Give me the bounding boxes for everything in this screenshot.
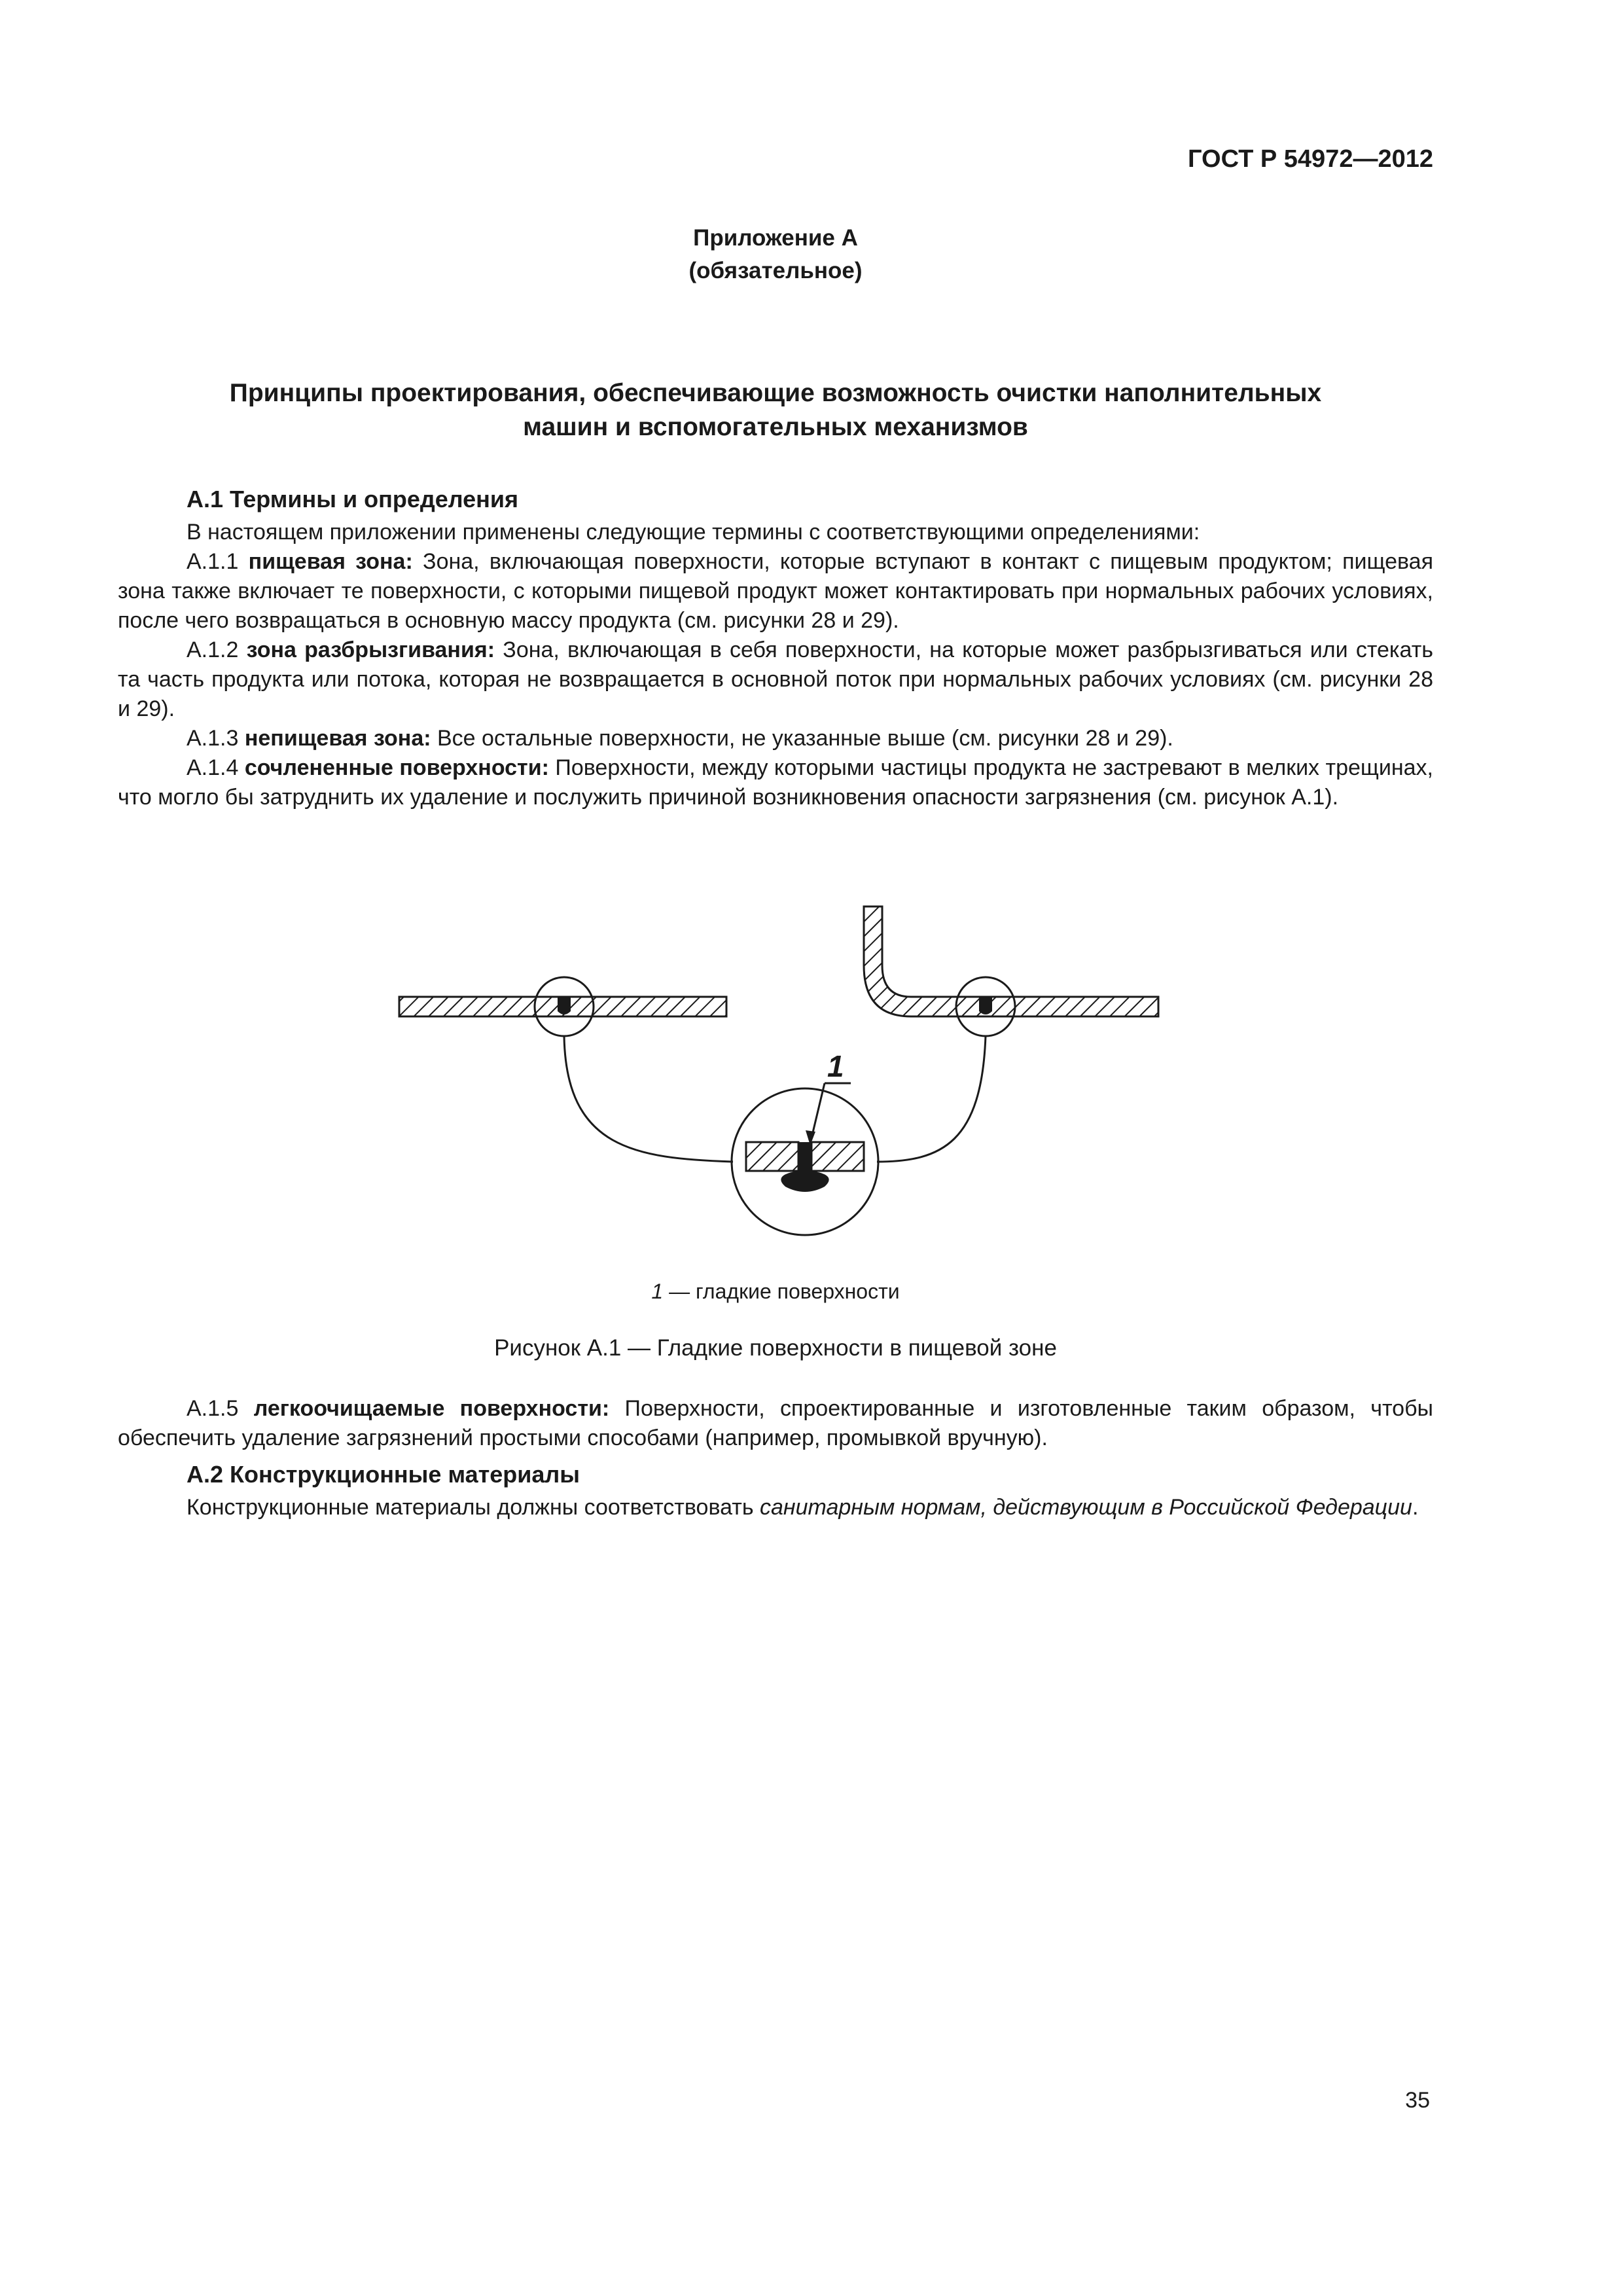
annex-title: Приложение А xyxy=(693,225,858,251)
section-a1-intro: В настоящем приложении применены следующие термины с соответствующими определениями: xyxy=(187,520,1200,545)
definition-text: Зона, включающая в себя поверхности, на которые может разбрызгиваться или стекать та часть продукта или потока, которая не возвращается в основной поток при нормальных рабочих условиях (см. рисунки 28 и 29). xyxy=(118,637,1433,721)
legend-text: — гладкие поверхности xyxy=(663,1280,900,1303)
definition-a1-1 xyxy=(118,547,1433,636)
definition-term: сочлененные поверхности: xyxy=(244,755,549,780)
figure-caption: Рисунок А.1 — Гладкие поверхности в пищевой зоне xyxy=(494,1335,1057,1361)
section-a2-text-end: . xyxy=(1412,1495,1419,1520)
annex-status: (обязательное) xyxy=(688,258,863,283)
definition-a1-5 xyxy=(118,1394,1433,1453)
definition-a1-3 xyxy=(118,724,1433,753)
definition-term: легкоочищаемые поверхности: xyxy=(253,1396,610,1421)
definition-a1-4 xyxy=(118,753,1433,812)
right-weld xyxy=(979,997,992,1014)
definition-a1-2 xyxy=(118,636,1433,724)
definition-number: А.1.2 xyxy=(187,637,247,662)
definition-text: Зона, включающая поверхности, которые вступают в контакт с пищевым продуктом; пищевая зона также включает те поверхности, с которыми пищевой продукт может контактировать при нормальных рабочих условиях, после чего возвращаться в основную массу продукта (см. рисунки 28 и 29). xyxy=(118,549,1433,633)
definition-text: Все остальные поверхности, не указанные выше (см. рисунки 28 и 29). xyxy=(431,726,1173,751)
right-bent-plate xyxy=(864,906,1158,1016)
legend-number: 1 xyxy=(651,1280,664,1303)
left-weld xyxy=(558,997,571,1014)
document-code: ГОСТ Р 54972—2012 xyxy=(1188,145,1433,173)
right-leader-arc xyxy=(877,1036,986,1162)
definition-number: А.1.5 xyxy=(187,1396,254,1421)
section-a1-heading: А.1 Термины и определения xyxy=(187,486,519,512)
definition-term: зона разбрызгивания: xyxy=(246,637,495,662)
left-leader-arc xyxy=(564,1036,733,1162)
figure-legend xyxy=(118,1280,1433,1304)
definition-number: А.1.4 xyxy=(187,755,245,780)
page-number: 35 xyxy=(1405,2088,1430,2113)
definition-term: непищевая зона: xyxy=(244,726,431,751)
section-a2-text-plain: Конструкционные материалы должны соответствовать xyxy=(187,1495,760,1520)
callout-number: 1 xyxy=(827,1049,844,1083)
definition-text: Поверхности, спроектированные и изготовленные таким образом, чтобы обеспечить удаление загрязнений простыми способами (например, промывкой вручную). xyxy=(118,1396,1433,1450)
definition-term: пищевая зона: xyxy=(248,549,413,574)
section-a2-text xyxy=(118,1493,1433,1522)
definition-text: Поверхности, между которыми частицы продукта не застревают в мелких трещинах, что могло бы затруднить их удаление и послужить причиной возникновения опасности загрязнения (см. рисунок А.1). xyxy=(118,755,1433,810)
section-a1-5-and-a2 xyxy=(118,1394,1433,1522)
enlarged-plate-left xyxy=(746,1142,798,1171)
definition-number: А.1.3 xyxy=(187,726,245,751)
annex-heading-line1: Принципы проектирования, обеспечивающие возможность очистки наполнительных xyxy=(229,379,1322,407)
section-a1 xyxy=(118,484,1433,812)
annex-heading xyxy=(118,376,1433,444)
figure-a1-drawing xyxy=(380,887,1165,1253)
annex-heading-line2: машин и вспомогательных механизмов xyxy=(523,413,1028,441)
section-a2-heading: А.2 Конструкционные материалы xyxy=(187,1461,580,1488)
enlarged-plate-right xyxy=(812,1142,864,1171)
definition-number: А.1.1 xyxy=(187,549,249,574)
section-a2-text-italic: санитарным нормам, действующим в Российской Федерации xyxy=(760,1495,1412,1520)
